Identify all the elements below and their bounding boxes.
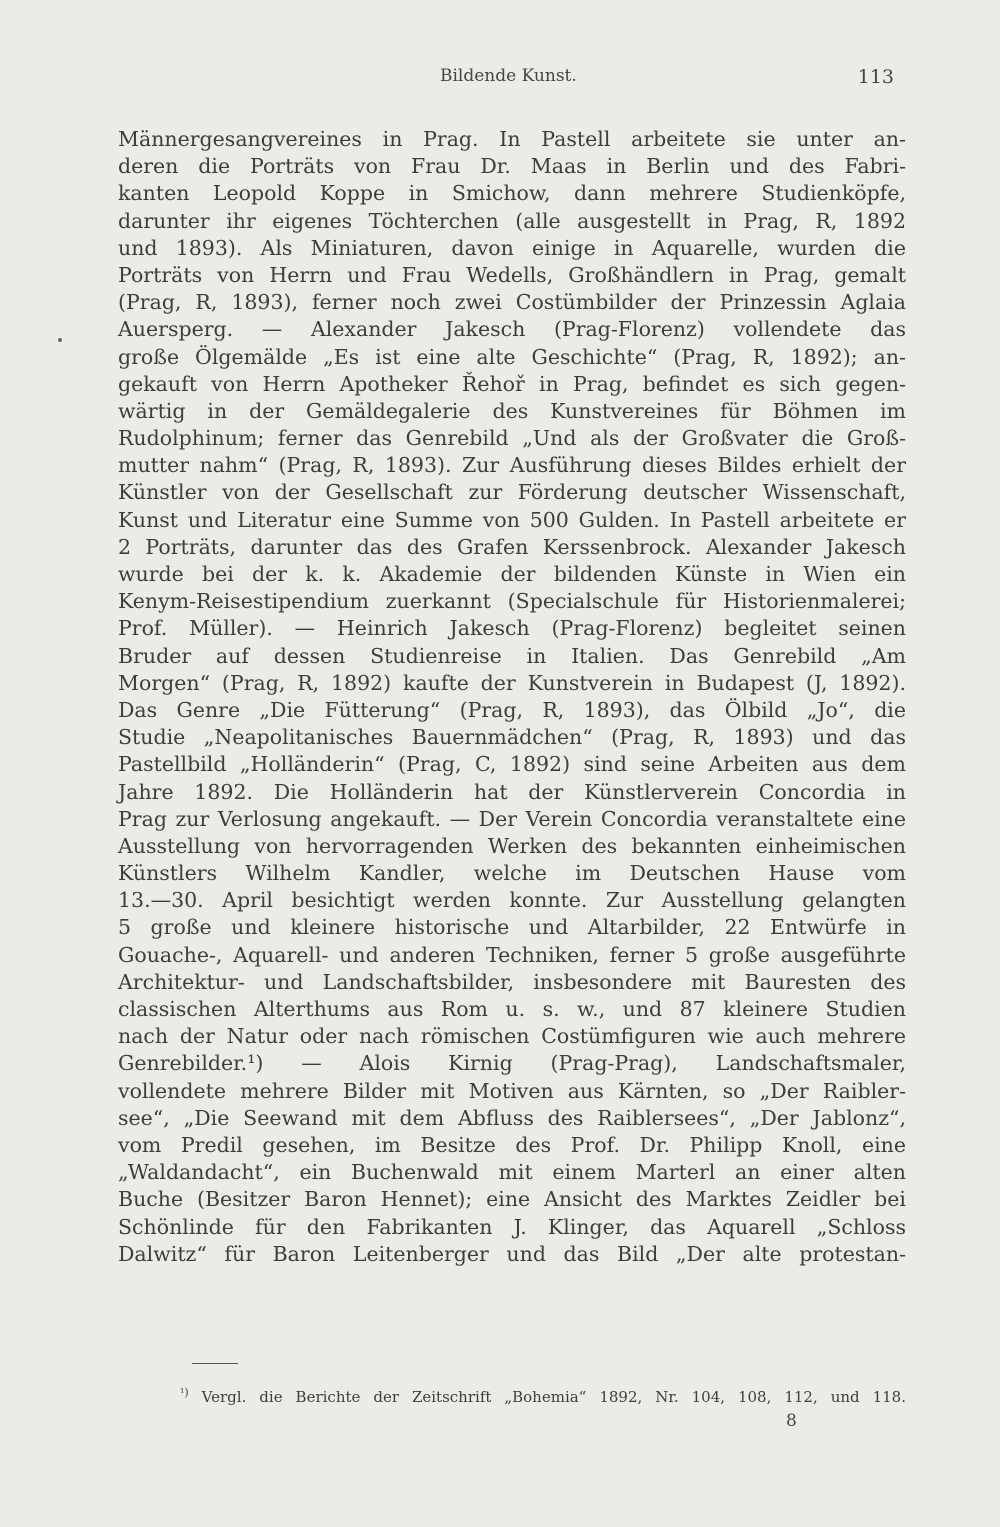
text-line: Schönlinde für den Fabrikanten J. Klinger, das Aquarell „Schloss: [118, 1214, 906, 1239]
text-line: Künstlers Wilhelm Kandler, welche im Deutschen Hause vom: [118, 861, 906, 886]
text-line: 5 große und kleinere historische und Altarbilder, 22 Entwürfe in: [118, 915, 906, 940]
text-line: Bruder auf dessen Studienreise in Italien. Das Genrebild „Am: [118, 643, 906, 668]
text-line: deren die Porträts von Frau Dr. Maas in Berlin und des Fabri-: [118, 154, 906, 179]
text-line: kanten Leopold Koppe in Smichow, dann mehrere Studienköpfe,: [118, 181, 906, 206]
text-line: (Prag, R, 1893), ferner noch zwei Costümbilder der Prinzessin Aglaia: [118, 290, 906, 315]
text-line: Kenym-Reisestipendium zuerkannt (Specialschule für Historienmalerei;: [118, 589, 906, 614]
text-line: 13.—30. April besichtigt werden konnte. Zur Ausstellung gelangten: [118, 888, 906, 913]
footnote: [180, 1383, 906, 1407]
text-line: wärtig in der Gemäldegalerie des Kunstvereines für Böhmen im: [118, 398, 906, 423]
text-line: gekauft von Herrn Apotheker Řehoř in Prag, befindet es sich gegen-: [118, 371, 906, 396]
text-line: Morgen“ (Prag, R, 1892) kaufte der Kunstverein in Budapest (J, 1892).: [118, 670, 906, 695]
footnote-rule: [192, 1363, 238, 1364]
text-line: Pastellbild „Holländerin“ (Prag, C, 1892) sind seine Arbeiten aus dem: [118, 752, 906, 777]
page-number: 113: [857, 66, 894, 88]
text-line: Prag zur Verlosung angekauft. — Der Verein Concordia veranstaltete eine: [118, 806, 906, 831]
text-line: vom Predil gesehen, im Besitze des Prof. Dr. Philipp Knoll, eine: [118, 1132, 906, 1157]
text-line: Kunst und Literatur eine Summe von 500 Gulden. In Pastell arbeitete er: [118, 507, 906, 532]
text-line: Porträts von Herrn und Frau Wedells, Großhändlern in Prag, gemalt: [118, 262, 906, 287]
text-line: und 1893). Als Miniaturen, davon einige in Aquarelle, wurden die: [118, 235, 906, 260]
text-line: Ausstellung von hervorragenden Werken des bekannten einheimischen: [118, 833, 906, 858]
text-line: Rudolphinum; ferner das Genrebild „Und als der Großvater die Groß-: [118, 426, 906, 451]
text-line: Das Genre „Die Fütterung“ (Prag, R, 1893), das Ölbild „Jo“, die: [118, 697, 906, 722]
page-header: [0, 66, 1000, 90]
text-line: Künstler von der Gesellschaft zur Förderung deutscher Wissenschaft,: [118, 480, 906, 505]
footnote-marker: ¹): [180, 1386, 189, 1399]
running-title: Bildende Kunst.: [440, 66, 577, 86]
text-line: classischen Alterthums aus Rom u. s. w., und 87 kleinere Studien: [118, 997, 906, 1021]
text-line: Gouache-, Aquarell- und anderen Techniken, ferner 5 große ausgeführte: [118, 942, 906, 967]
text-line: vollendete mehrere Bilder mit Motiven aus Kärnten, so „Der Raibler-: [118, 1078, 906, 1103]
text-line: see“, „Die Seewand mit dem Abfluss des Raiblersees“, „Der Jablonz“,: [118, 1105, 906, 1130]
text-line: wurde bei der k. k. Akademie der bildenden Künste in Wien ein: [118, 562, 906, 586]
text-line: Architektur- und Landschaftsbilder, insbesondere mit Bauresten des: [118, 969, 906, 994]
text-line: Prof. Müller). — Heinrich Jakesch (Prag-Florenz) begleitet seinen: [118, 616, 906, 641]
signature-mark: 8: [786, 1411, 797, 1431]
text-line: „Waldandacht“, ein Buchenwald mit einem Marterl an einer alten: [118, 1160, 906, 1185]
text-line: Genrebilder.¹) — Alois Kirnig (Prag-Prag), Landschaftsmaler,: [118, 1051, 906, 1076]
body-text: [118, 126, 906, 1268]
text-line: 2 Porträts, darunter das des Grafen Kerssenbrock. Alexander Jakesch: [118, 534, 906, 559]
text-line: Dalwitz“ für Baron Leitenberger und das Bild „Der alte protestan-: [118, 1241, 906, 1266]
footnote-text: Vergl. die Berichte der Zeitschrift „Bohemia“ 1892, Nr. 104, 108, 112, und 118.: [201, 1388, 906, 1406]
text-line: große Ölgemälde „Es ist eine alte Geschichte“ (Prag, R, 1892); an-: [118, 344, 906, 369]
text-line: nach der Natur oder nach römischen Costümfiguren wie auch mehrere: [118, 1024, 906, 1049]
text-line: mutter nahm“ (Prag, R, 1893). Zur Ausführung dieses Bildes erhielt der: [118, 453, 906, 478]
text-line: Jahre 1892. Die Holländerin hat der Künstlerverein Concordia in: [118, 779, 906, 804]
text-line: Studie „Neapolitanisches Bauernmädchen“ (Prag, R, 1893) und das: [118, 725, 906, 750]
text-line: darunter ihr eigenes Töchterchen (alle ausgestellt in Prag, R, 1892: [118, 208, 906, 233]
text-line: Männergesangvereines in Prag. In Pastell arbeitete sie unter an-: [118, 127, 906, 151]
text-line: Auersperg. — Alexander Jakesch (Prag-Florenz) vollendete das: [118, 317, 906, 342]
margin-mark: [58, 338, 62, 342]
text-line: Buche (Besitzer Baron Hennet); eine Ansicht des Marktes Zeidler bei: [118, 1187, 906, 1212]
